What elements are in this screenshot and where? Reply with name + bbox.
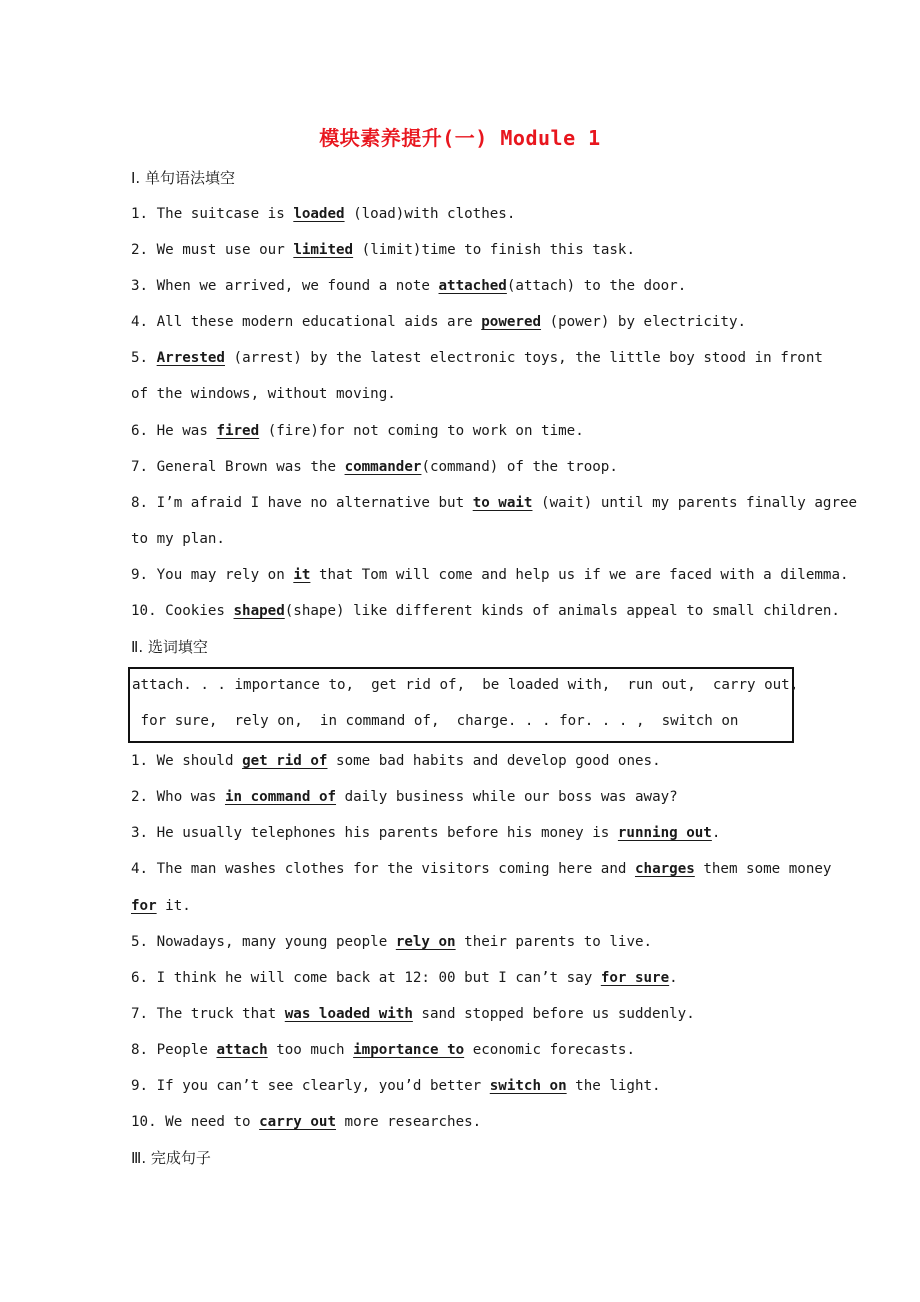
s2-item-8: 8. People attach too much importance to economic forecasts. (131, 1042, 635, 1058)
s1-item-7: 7. General Brown was the commander(command) of the troop. (131, 459, 618, 475)
s1-item-5: 5. Arrested (arrest) by the latest electronic toys, the little boy stood in front (131, 350, 823, 366)
s1-item-2: 2. We must use our limited (limit)time to finish this task. (131, 242, 635, 258)
answer: in command of (224, 789, 337, 805)
word-bank-box (128, 667, 799, 743)
answer: fired (216, 423, 260, 439)
word-bank-line-2: for sure, rely on, in command of, charge. . . for. . . , switch on (132, 713, 739, 729)
answer: it (293, 567, 311, 583)
answer: to wait (472, 495, 533, 511)
answer: Arrested (156, 350, 225, 366)
s1-item-8: 8. I’m afraid I have no alternative but to wait (wait) until my parents finally agree (131, 495, 858, 511)
answer: powered (481, 314, 542, 330)
answer: was loaded with (284, 1006, 413, 1022)
section1-heading: Ⅰ. 单句语法填空 (131, 169, 235, 187)
s2-item-4-cont: for it. (131, 898, 191, 914)
answer: rely on (395, 934, 456, 950)
section2-heading: Ⅱ. 选词填空 (131, 638, 208, 656)
section3-heading: Ⅲ. 完成句子 (131, 1149, 211, 1167)
answer: switch on (489, 1078, 567, 1094)
answer: carry out (259, 1114, 337, 1130)
s1-item-4: 4. All these modern educational aids are powered (power) by electricity. (131, 314, 747, 330)
s2-item-4: 4. The man washes clothes for the visitors coming here and charges them some money (131, 861, 832, 877)
s2-item-7: 7. The truck that was loaded with sand stopped before us suddenly. (131, 1006, 695, 1022)
s2-item-6: 6. I think he will come back at 12: 00 but I can’t say for sure. (131, 970, 678, 986)
s2-item-2: 2. Who was in command of daily business while our boss was away? (131, 789, 678, 805)
s2-item-3: 3. He usually telephones his parents before his money is running out. (131, 825, 721, 841)
s1-item-3: 3. When we arrived, we found a note attached(attach) to the door. (131, 278, 687, 294)
answer: for sure (600, 970, 670, 986)
answer: attached (438, 278, 507, 294)
s1-item-5-cont: of the windows, without moving. (131, 386, 396, 402)
s2-item-10: 10. We need to carry out more researches. (131, 1114, 482, 1130)
answer: get rid of (242, 753, 328, 769)
s1-item-6: 6. He was fired (fire)for not coming to work on time. (131, 423, 584, 439)
s1-item-1: 1. The suitcase is loaded (load)with clothes. (131, 206, 516, 222)
s1-item-9: 9. You may rely on it that Tom will come and help us if we are faced with a dilemma. (131, 567, 849, 583)
answer: shaped (233, 603, 285, 619)
word-bank-line-1: attach. . . importance to, get rid of, be loaded with, run out, carry out, (132, 677, 799, 693)
answer: limited (293, 242, 354, 258)
answer: commander (344, 459, 422, 475)
s1-item-8-cont: to my plan. (131, 531, 225, 547)
answer: importance to (353, 1042, 465, 1058)
answer: loaded (293, 206, 345, 222)
answer: for (131, 898, 157, 914)
s2-item-1: 1. We should get rid of some bad habits and develop good ones. (131, 753, 661, 769)
s2-item-9: 9. If you can’t see clearly, you’d better switch on the light. (131, 1078, 661, 1094)
s2-item-5: 5. Nowadays, many young people rely on their parents to live. (131, 934, 653, 950)
answer: running out (617, 825, 712, 841)
s1-item-10: 10. Cookies shaped(shape) like different kinds of animals appeal to small children. (131, 603, 840, 619)
answer: attach (216, 1042, 268, 1058)
answer: charges (634, 861, 695, 877)
page-title: 模块素养提升(一) Module 1 (319, 126, 601, 150)
